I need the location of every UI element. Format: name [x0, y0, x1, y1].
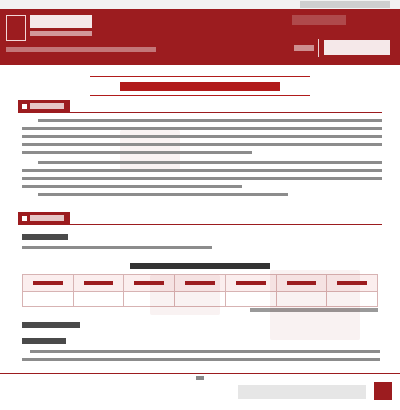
section-badge	[294, 45, 314, 51]
section-label	[18, 212, 70, 224]
header-banner	[0, 9, 400, 65]
footer-divider	[0, 373, 400, 374]
footer-contact	[238, 385, 366, 399]
watermark	[292, 15, 346, 25]
subsection-heading	[22, 234, 68, 240]
text-line	[38, 193, 288, 196]
text-line	[22, 169, 382, 172]
table-header-cell	[23, 275, 74, 291]
slogan	[6, 47, 156, 52]
page-title	[90, 76, 310, 96]
table-header-cell	[74, 275, 125, 291]
subsection-heading	[22, 338, 66, 344]
text-line	[38, 119, 382, 122]
top-bar	[0, 0, 400, 9]
page-title-text	[120, 82, 280, 91]
header-divider	[318, 39, 319, 57]
text-line	[30, 350, 380, 353]
issue-info	[300, 1, 390, 8]
text-line	[22, 143, 382, 146]
brand-subtitle	[30, 31, 92, 36]
table-cell	[74, 292, 125, 306]
text-line	[22, 127, 382, 130]
section-header	[18, 212, 382, 225]
text-line	[22, 246, 212, 249]
subsection-heading	[22, 322, 80, 328]
text-line	[22, 135, 382, 138]
brand-name	[30, 15, 92, 28]
watermark	[270, 270, 360, 340]
footer-logo	[374, 382, 392, 400]
table-caption	[130, 263, 270, 269]
text-line	[22, 151, 252, 154]
table-cell	[226, 292, 277, 306]
text-line	[38, 161, 382, 164]
section-label	[18, 100, 70, 112]
table-header-cell	[226, 275, 277, 291]
watermark	[150, 275, 220, 315]
section-header	[18, 100, 382, 113]
square-bullet-icon	[22, 216, 27, 221]
section-label-text	[30, 103, 64, 109]
text-line	[22, 177, 382, 180]
brand-logo	[6, 15, 26, 41]
text-line	[22, 185, 242, 188]
text-line	[22, 358, 380, 361]
square-bullet-icon	[22, 104, 27, 109]
page-number	[196, 376, 204, 380]
section-label-text	[30, 215, 64, 221]
section-name	[324, 40, 390, 55]
table-cell	[23, 292, 74, 306]
